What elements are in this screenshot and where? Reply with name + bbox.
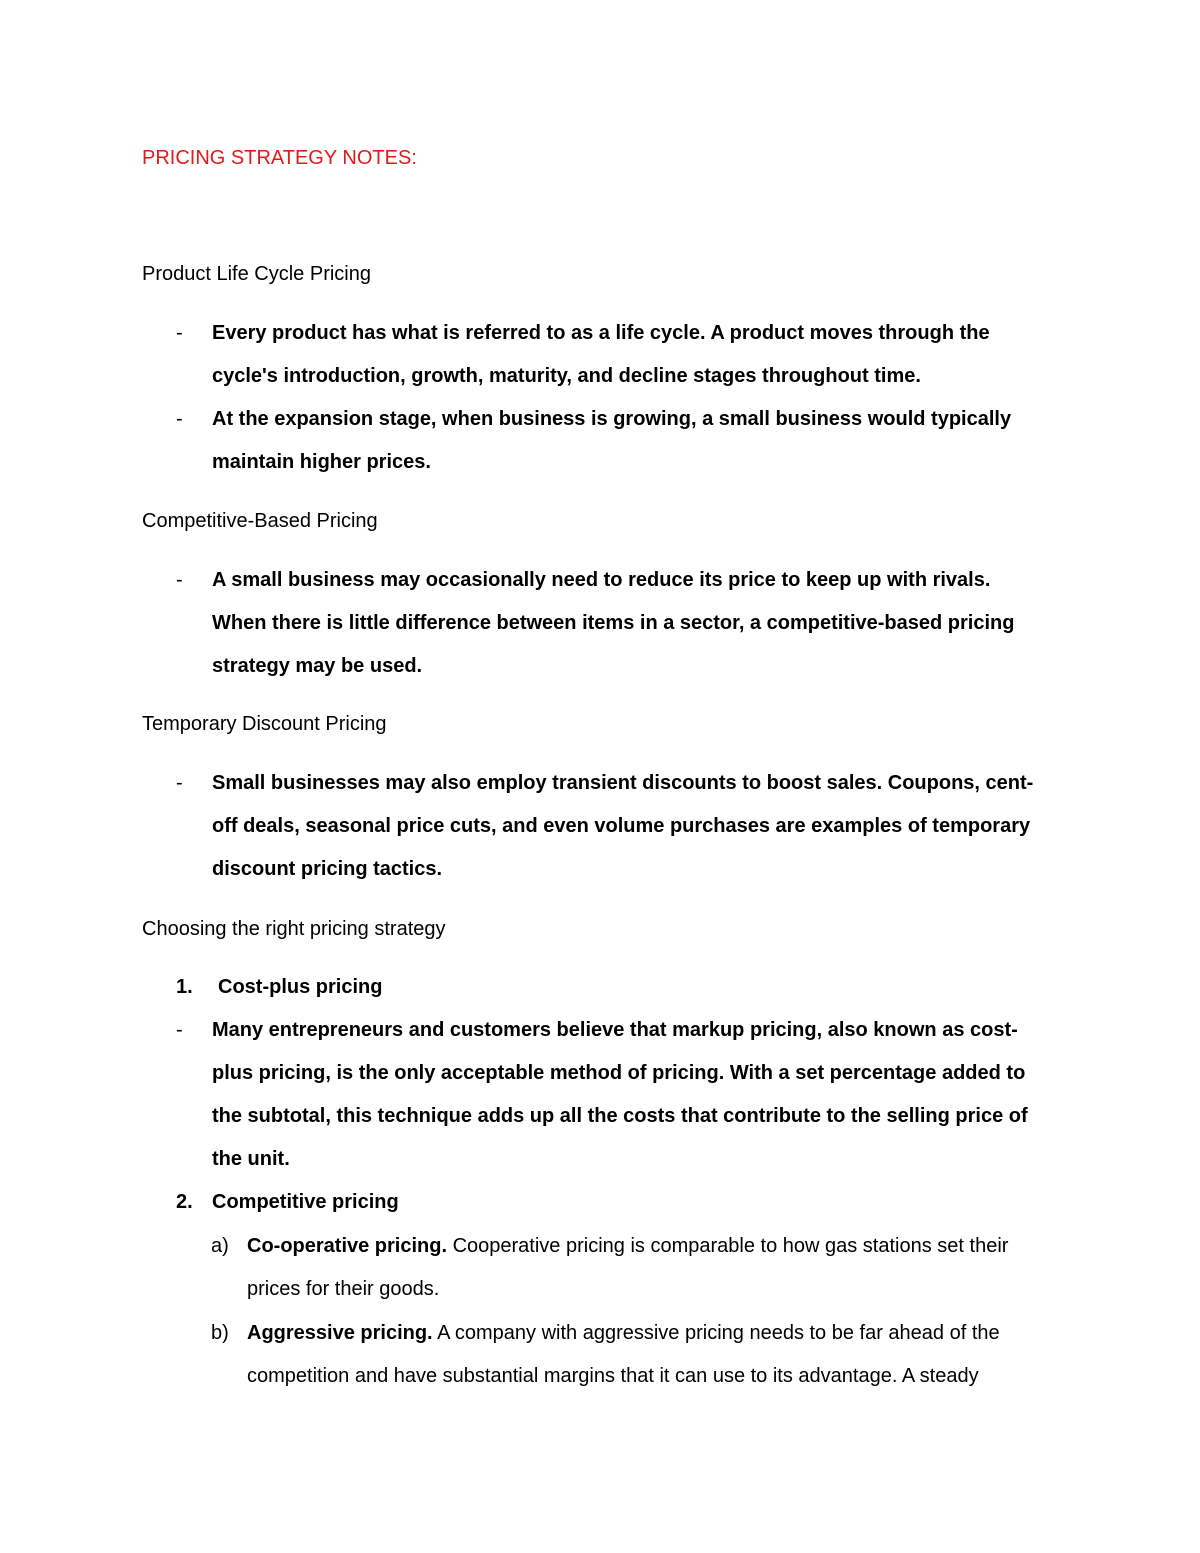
bullet-text-line: When there is little difference between items in a sector, a competitive-based pricing <box>212 612 1015 634</box>
bullet-text-line: discount pricing tactics. <box>212 858 443 880</box>
bullet-text-line: maintain higher prices. <box>212 451 431 473</box>
sub-item-text-line: prices for their goods. <box>247 1278 440 1300</box>
bullet-text-line: plus pricing, is the only acceptable method of pricing. With a set percentage added to <box>212 1062 1026 1084</box>
sub-item-bold-lead: Co-operative pricing. <box>247 1235 448 1257</box>
document-title: PRICING STRATEGY NOTES: <box>142 147 417 169</box>
bullet-marker: - <box>176 322 183 344</box>
sub-item-text: Cooperative pricing is comparable to how gas stations set their <box>447 1235 1009 1257</box>
numbered-label: Competitive pricing <box>212 1191 399 1213</box>
bullet-text-line: Many entrepreneurs and customers believe that markup pricing, also known as cost- <box>212 1019 1018 1041</box>
bullet-text-line: Every product has what is referred to as a life cycle. A product moves through the <box>212 322 990 344</box>
section-heading: Choosing the right pricing strategy <box>142 918 446 940</box>
bullet-text-line: Small businesses may also employ transient discounts to boost sales. Coupons, cent- <box>212 772 1034 794</box>
bullet-text-line: cycle's introduction, growth, maturity, and decline stages throughout time. <box>212 365 921 387</box>
bullet-marker: - <box>176 569 183 591</box>
bullet-text-line: A small business may occasionally need to reduce its price to keep up with rivals. <box>212 569 991 591</box>
bullet-text-line: At the expansion stage, when business is growing, a small business would typically <box>212 408 1012 430</box>
section-heading: Temporary Discount Pricing <box>142 713 387 735</box>
sub-item-marker: b) <box>211 1322 229 1344</box>
section-heading: Competitive-Based Pricing <box>142 510 378 532</box>
bullet-marker: - <box>176 1019 183 1041</box>
sub-item-line <box>247 1320 1000 1346</box>
bullet-marker: - <box>176 408 183 430</box>
sub-item-line <box>247 1233 1008 1259</box>
sub-item-bold-lead: Aggressive pricing. <box>247 1322 433 1344</box>
bullet-text-line: strategy may be used. <box>212 655 423 677</box>
bullet-text-line: the unit. <box>212 1148 290 1170</box>
numbered-marker: 2. <box>176 1191 193 1213</box>
sub-item-marker: a) <box>211 1235 229 1257</box>
bullet-text-line: off deals, seasonal price cuts, and even volume purchases are examples of temporary <box>212 815 1031 837</box>
bullet-text-line: the subtotal, this technique adds up all the costs that contribute to the selling price of <box>212 1105 1028 1127</box>
sub-item-text: A company with aggressive pricing needs to be far ahead of the <box>432 1322 1000 1344</box>
bullet-marker: - <box>176 772 183 794</box>
sub-item-text-line: competition and have substantial margins that it can use to its advantage. A steady <box>247 1365 979 1387</box>
numbered-marker: 1. <box>176 976 193 998</box>
numbered-label: Cost-plus pricing <box>218 976 383 998</box>
section-heading: Product Life Cycle Pricing <box>142 263 371 285</box>
